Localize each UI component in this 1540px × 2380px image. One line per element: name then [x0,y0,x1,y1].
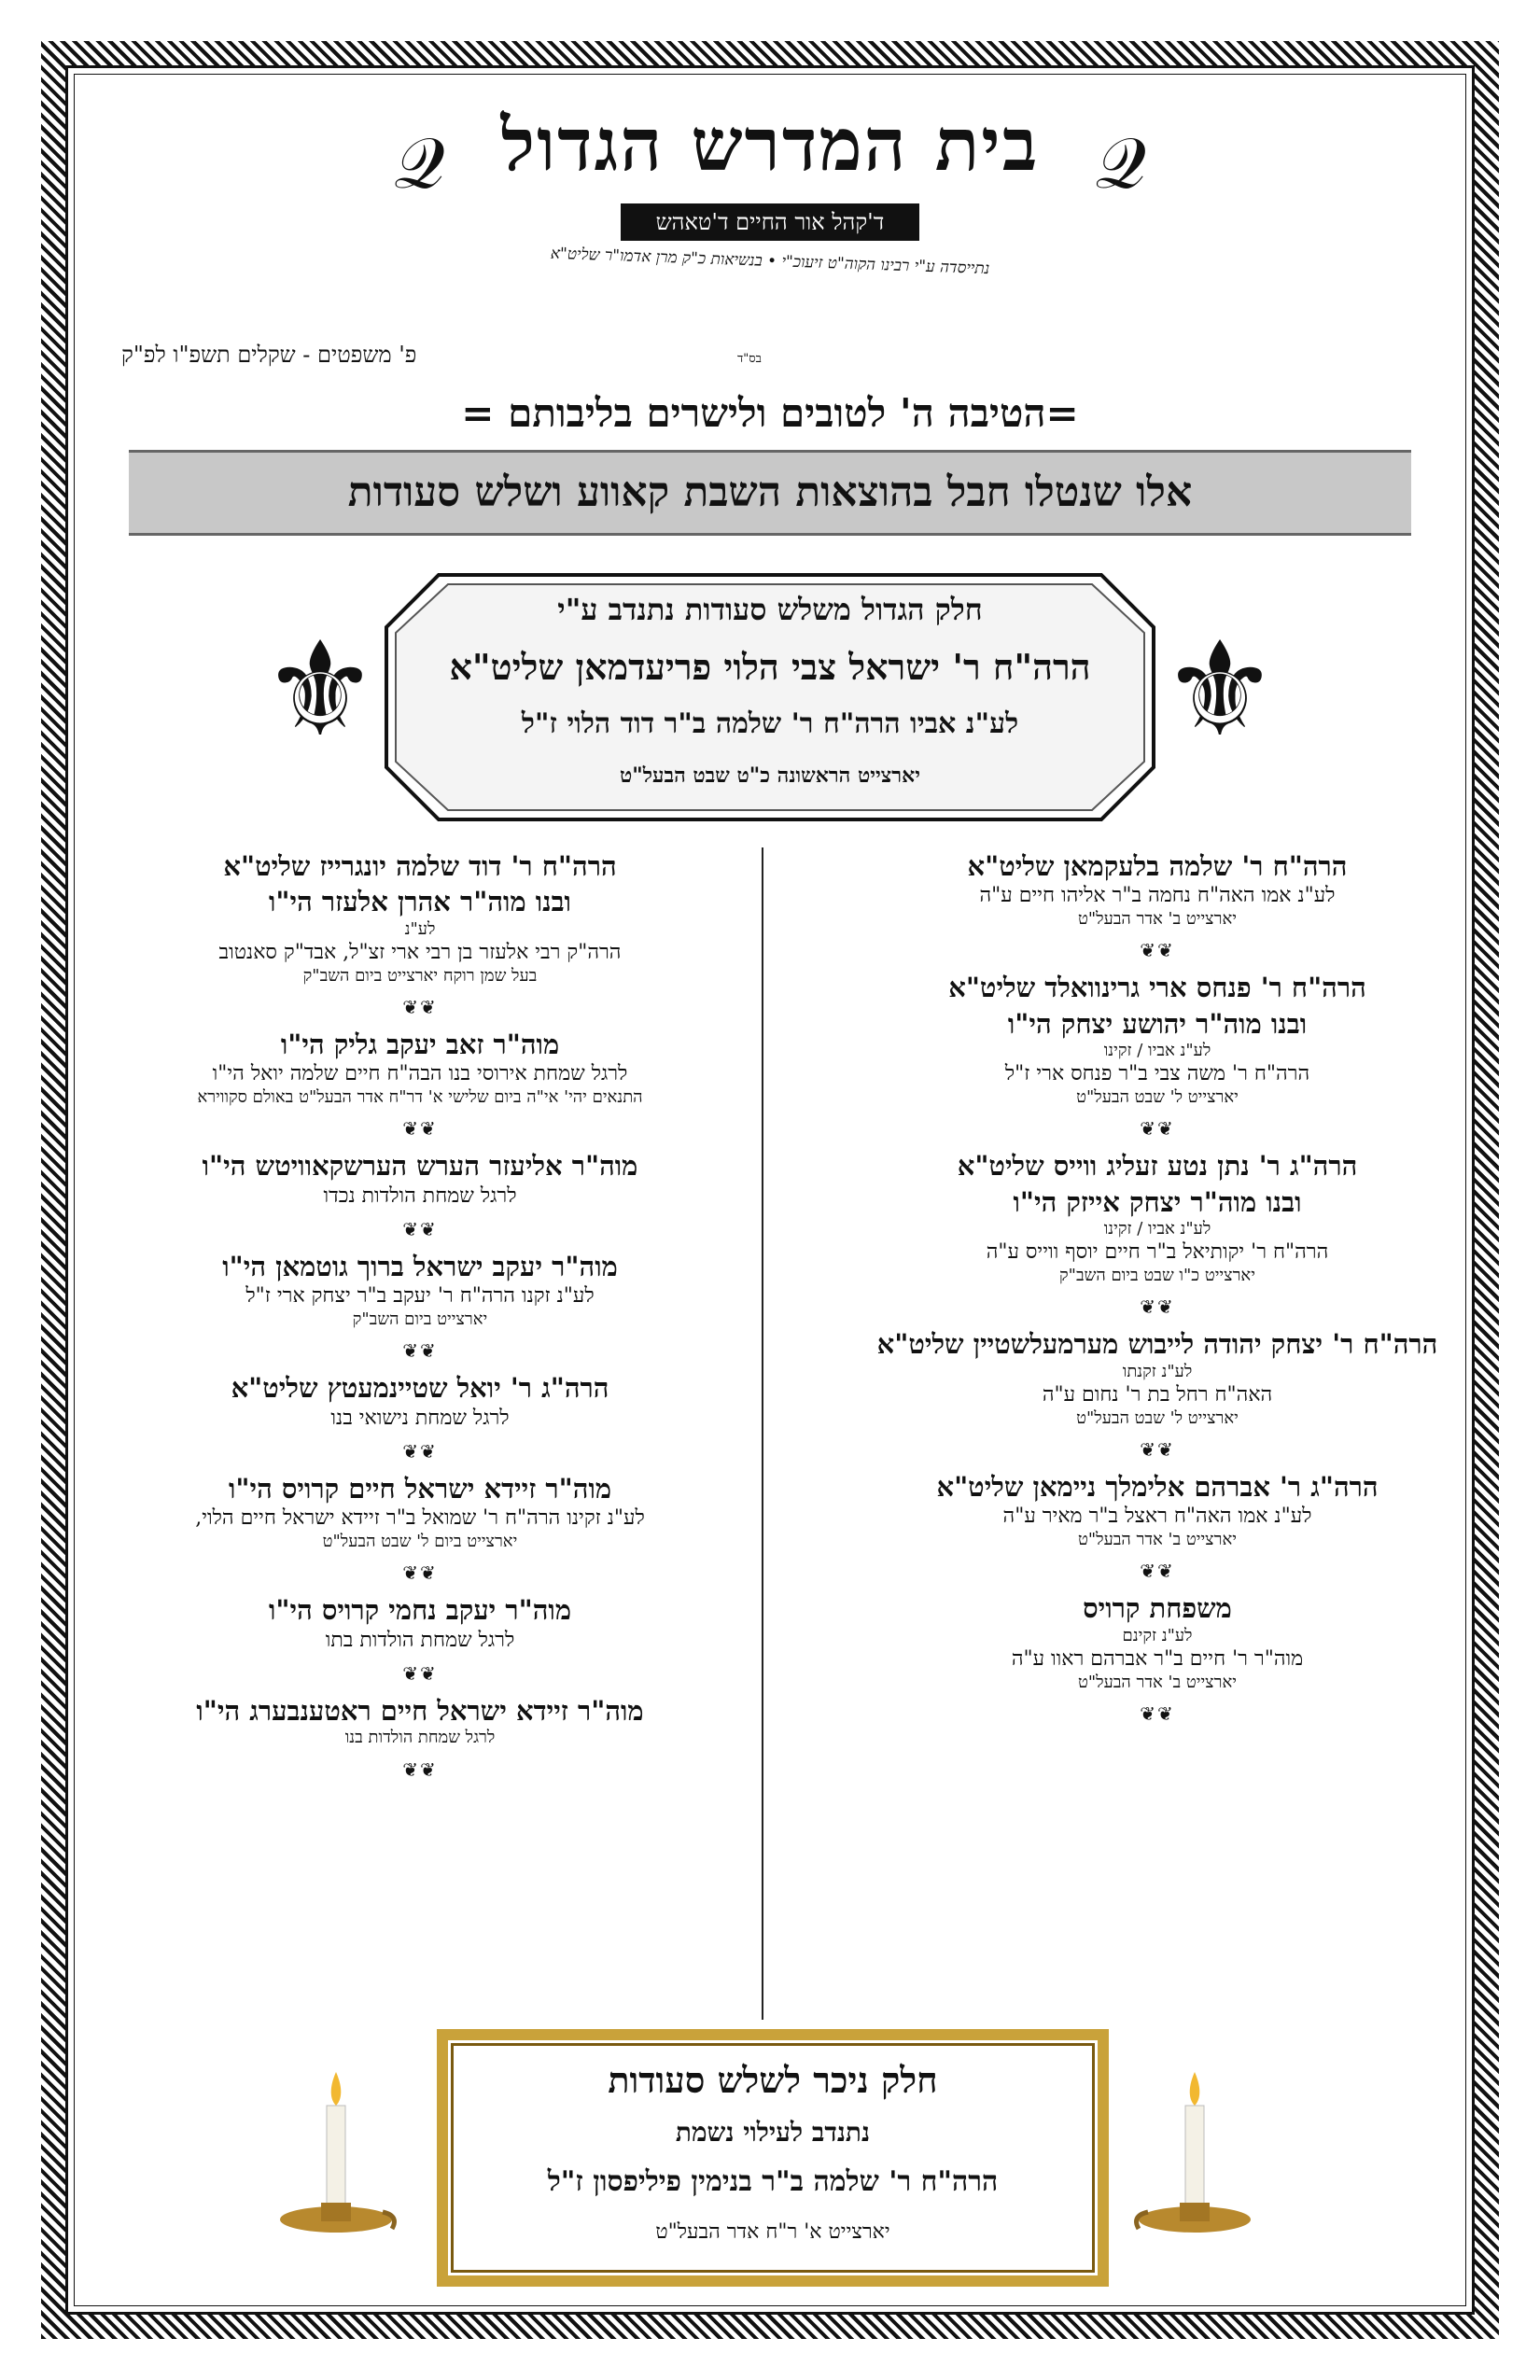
donor-line: מוה"ר זאב יעקב גליק הי"ו [280,1029,560,1060]
separator-ornament-icon: ❦❦ [402,996,438,1018]
donor-line: לרגל שמחת הולדות בתו [325,1628,515,1652]
donor-line: יארצייט ל' שבט הבעל"ט [1076,1407,1239,1428]
separator-ornament-icon: ❦❦ [402,1757,438,1781]
separator-ornament-icon: ❦❦ [1140,1295,1175,1319]
masthead-band: ד'קהל אור החיים ד'טאהש [621,203,919,241]
donor-line: לע"נ אמו האה"ח ראצל ב"ר מאיר ע"ה [1002,1505,1312,1529]
donor-line: לע"נ זקנו הרה"ח ר' יעקב ב"ר יצחק ארי ז"ל [245,1284,595,1309]
donor-line: יארצייט ב' אדר הבעל"ט [1078,1529,1237,1549]
donor-line: הרה"ח ר' משה צבי ב"ר פנחס ארי ז"ל [1004,1062,1310,1086]
donor-list-right [821,847,1493,1734]
memorial-box [437,2029,1109,2287]
donor-list-left [84,847,756,1790]
donor-line: לע"נ זקינו הרה"ח ר' שמואל ב"ר זיידא ישראל חיים הלוי, [195,1506,645,1531]
donor-line: לע"נ זקינם [1122,1625,1193,1645]
candle-icon-right [1129,2063,1260,2268]
donor-line: משפחת קרויס [1083,1592,1232,1625]
plaque-line-1: חלק הגדול משלש סעודות נתנדב ע"י [557,592,983,627]
donor-line: הרה"ח ר' פנחס ארי גרינוואלד שליט"א [948,972,1366,1004]
headline-bar: אלו שנטלו חבל בהוצאות השבת קאווע ושלש סעודות [129,450,1411,536]
memorial-subtitle: נתנדב לעילוי נשמת [675,2117,871,2148]
donor-line: האה"ח רחל בת ר' נחום ע"ה [1042,1383,1273,1407]
donor-line: יארצייט ביום השב"ק [352,1309,488,1329]
memorial-yahrzeit: יארצייט א' ר"ח אדר הבעל"ט [655,2220,890,2244]
parsha-date: פ' משפטים - שקלים תשפ"ו לפ"ק [121,342,417,368]
masthead-logo [394,103,1146,289]
donor-line: יארצייט ב' אדר הבעל"ט [1078,1672,1237,1692]
donor-line: ובנו מוה"ר יהושע יצחק הי"ו [1007,1007,1308,1040]
donor-line: הרה"ח ר' שלמה בלעקמאן שליט"א [967,850,1348,882]
plaque-memorial: לע"נ אביו הרה"ח ר' שלמה ב"ר דוד הלוי ז"ל [521,707,1019,740]
separator-ornament-icon: ❦❦ [402,1117,438,1141]
donor-line: יארצייט ביום ל' שבט הבעל"ט [322,1531,518,1551]
memorial-title: חלק ניכר לשלש סעודות [608,2059,938,2101]
fleur-ornament-right: ⚜ [1161,614,1279,766]
separator-ornament-icon: ❦❦ [1140,939,1175,962]
donor-line: הרה"ח ר' דוד שלמה יונגרייז שליט"א [223,850,617,882]
donor-line: לע"נ אביו / זקינו [1103,1218,1211,1239]
masthead-title: בית המדרש הגדול [500,103,1040,188]
donor-line: לרגל שמחת אירוסי בנו הבה"ח חיים שלמה יואל הי"ו [212,1062,628,1086]
separator-ornament-icon: ❦❦ [1140,1560,1175,1583]
separator-ornament-icon: ❦❦ [402,1440,438,1463]
separator-ornament-icon: ❦❦ [1140,1702,1175,1725]
donor-line: מוה"ר ר' חיים ב"ר אברהם ראוו ע"ה [1011,1647,1304,1671]
donor-line: מוה"ר זיידא ישראל חיים קרויס הי"ו [228,1473,612,1505]
candle-icon-left [271,2063,401,2268]
main-donor-plaque [383,571,1157,823]
separator-ornament-icon: ❦❦ [402,1561,438,1585]
donor-line: לע"נ אמו האה"ח נחמה ב"ר אליהו חיים ע"ה [979,884,1336,908]
donor-line: לרגל שמחת נישואי בנו [330,1406,510,1430]
separator-ornament-icon: ❦❦ [402,1662,438,1685]
donor-line: מוה"ר זיידא ישראל חיים ראטענבערג הי"ו [196,1695,644,1727]
donor-line: ובנו מוה"ר יצחק אייזק הי"ו [1013,1185,1302,1218]
donor-line: יארצייט ל' שבט הבעל"ט [1076,1086,1239,1107]
separator-ornament-icon: ❦❦ [1140,1117,1175,1141]
bsd-mark: בס"ד [737,352,762,366]
donor-line: הרה"ג ר' נתן נטע זעליג ווייס שליט"א [957,1150,1358,1183]
donor-line: הרה"ג ר' אברהם אלימלך ניימאן שליט"א [936,1471,1379,1503]
donor-line: מוה"ר יעקב נחמי קרויס הי"ו [268,1594,572,1627]
plaque-donor-name: הרה"ח ר' ישראל צבי הלוי פריעדמאן שליט"א [449,646,1091,688]
donor-line: בעל שמן רוקח יארצייט ביום השב"ק [302,965,538,986]
donor-line: לע"נ זקנתו [1122,1361,1193,1381]
donor-line: התנאים יהי' אי"ה ביום שלישי א' דר"ח אדר הבעל"ט באולם סקווירא [197,1086,643,1107]
plaque-yahrzeit: יארצייט הראשונה כ"ט שבט הבעל"ט [619,763,920,788]
donor-line: יארצייט ב' אדר הבעל"ט [1078,908,1237,929]
column-divider [762,847,763,2020]
donor-line: הרה"ח ר' יקותיאל ב"ר חיים יוסף ווייס ע"ה [986,1240,1329,1265]
swirl-ornament-right: 𝒬 [1095,121,1146,204]
main-title: =הטיבה ה' לטובים ולישרים בליבותם = [461,390,1079,436]
donor-line: ובנו מוה"ר אהרן אלעזר הי"ו [269,886,571,918]
donor-line: מוה"ר אליעזר הערש הערשקאוויטש הי"ו [202,1150,638,1183]
separator-ornament-icon: ❦❦ [1140,1438,1175,1461]
donor-line: הרה"ק רבי אלעזר בן רבי ארי זצ"ל, אבד"ק סאנטוב [218,941,622,964]
donor-line: לרגל שמחת הולדות נכדו [323,1183,517,1208]
donor-line: לע"נ [404,918,436,939]
swirl-ornament-left: 𝒬 [394,121,445,204]
fleur-ornament-left: ⚜ [261,614,379,766]
donor-line: הרה"ח ר' יצחק יהודה לייבוש מערמעלשטיין שליט"א [876,1328,1438,1361]
donor-line: לרגל שמחת הולדות בנו [344,1728,496,1748]
separator-ornament-icon: ❦❦ [402,1218,438,1240]
donor-line: לע"נ אביו / זקינו [1103,1040,1211,1060]
memorial-name: הרה"ח ר' שלמה ב"ר בנימין פיליפסון ז"ל [547,2165,999,2198]
donor-line: יארצייט כ"ו שבט ביום השב"ק [1059,1265,1255,1285]
donor-line: מוה"ר יעקב ישראל ברוך גוטמאן הי"ו [222,1251,618,1282]
separator-ornament-icon: ❦❦ [402,1339,438,1363]
donor-line: הרה"ג ר' יואל שטיינמעטץ שליט"א [231,1372,609,1405]
masthead-subtitle: נתייסדה ע"י רבינו הקוה"ט זיעוכ"י • בנשיאות כ"ק מרן אדמו"ר שליט"א [550,244,990,279]
